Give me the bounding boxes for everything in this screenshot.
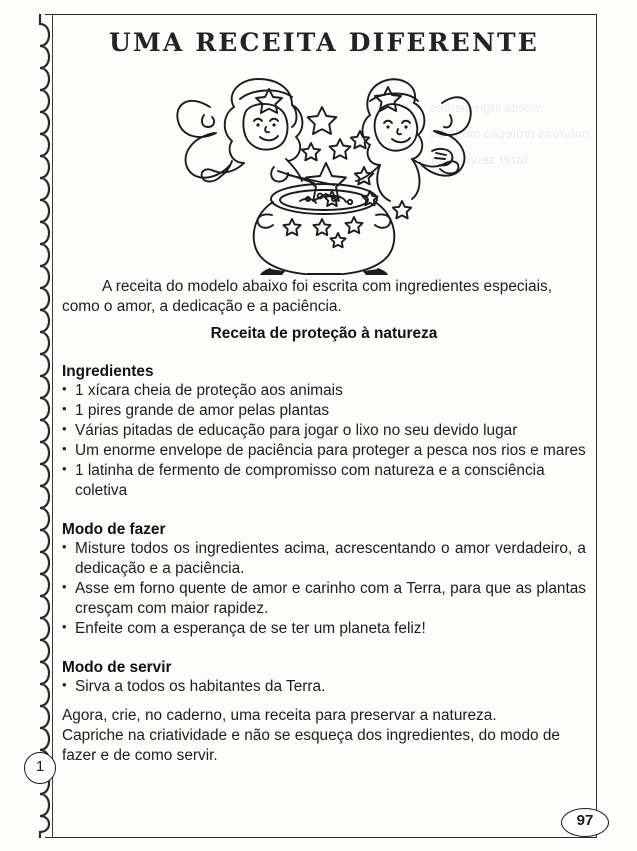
list-item: • Sirva a todos os habitantes da Terra.: [62, 677, 586, 697]
list-item: • Enfeite com a esperança de se ter um planeta feliz!: [62, 619, 586, 639]
list-item: • Misture todos os ingredientes acima, acrescentando o amor verdadeiro, a dedicação e a paciência.: [62, 539, 586, 579]
fairy-left: [177, 79, 346, 201]
list-item: • Várias pitadas de educação para jogar o lixo no seu devido lugar: [62, 421, 586, 441]
section-how-to-make: [62, 521, 586, 639]
fairy-cauldron-illustration: [174, 63, 474, 275]
spiral-binding-icon: [18, 14, 52, 838]
illustration: [62, 63, 586, 275]
intro-paragraph: A receita do modelo abaixo foi escrita com ingredientes especiais, como o amor, a dedicação e a paciência.: [62, 278, 552, 316]
page-number-badge: 97: [561, 808, 609, 837]
list-item: • Asse em forno quente de amor e carinho com a Terra, para que as plantas cresçam com maior rapidez.: [62, 579, 586, 619]
how-to-make-list: [62, 539, 586, 639]
list-item: • 1 xícara cheia de proteção aos animais: [62, 381, 586, 401]
list-item: • Um enorme envelope de paciência para proteger a pesca nos rios e mares: [62, 441, 586, 461]
how-to-serve-list: [62, 677, 586, 697]
page-showthrough-text: receita ingredientes natureza proteção modo de fazer servir amor: [430, 100, 589, 167]
closing-line-1: Agora, crie, no caderno, uma receita para preservar a natureza.: [62, 707, 497, 725]
ingredients-list: [62, 381, 586, 501]
how-to-serve-heading: Modo de servir: [62, 659, 172, 677]
list-item: • 1 latinha de fermento de compromisso com natureza e a consciência coletiva: [62, 461, 586, 501]
section-ingredients: [62, 363, 586, 501]
closing-line-2: Capriche na criatividade e não se esqueça dos ingredientes, do modo de fazer e de como servir.: [62, 727, 560, 765]
how-to-make-heading: Modo de fazer: [62, 521, 166, 539]
section-how-to-serve: [62, 659, 586, 697]
fairy-right: [356, 79, 471, 201]
recipe-subtitle: Receita de proteção à natureza: [210, 325, 438, 343]
margin-rule: [52, 14, 53, 838]
ingredients-heading: Ingredientes: [62, 363, 154, 381]
list-item: • 1 pires grande de amor pelas plantas: [62, 401, 586, 421]
exercise-number-badge: 1: [24, 752, 56, 784]
page-title: UMA RECEITA DIFERENTE: [108, 28, 540, 57]
page-content: [62, 14, 586, 838]
stars: [302, 107, 411, 218]
closing-instruction: [62, 706, 586, 766]
